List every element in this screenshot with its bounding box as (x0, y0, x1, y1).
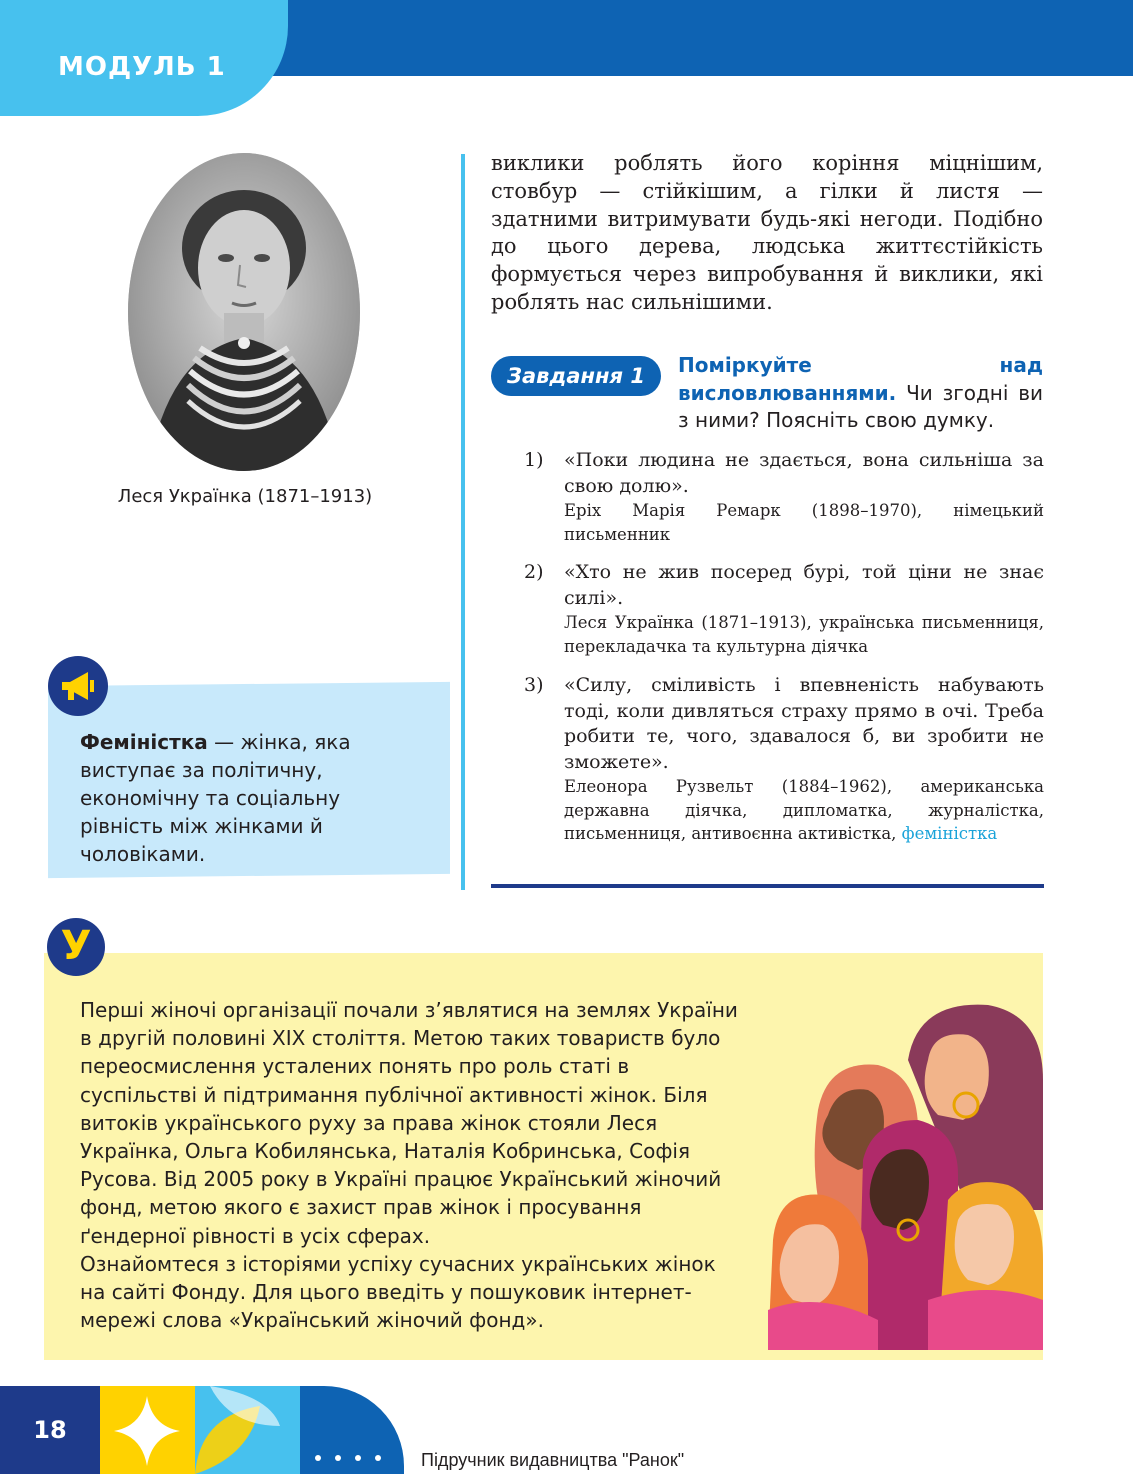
module-title: МОДУЛЬ 1 (58, 52, 226, 82)
quote-number: 2) (524, 561, 544, 583)
quote-item (524, 560, 1044, 658)
task-highlight: Поміркуйте над висловлюваннями. (678, 353, 1043, 405)
glossary-term-link: феміністка (901, 824, 998, 843)
task-text: Чи згодні ви з ними? Поясніть свою думку. (678, 380, 1043, 432)
info-paragraph: Ознайомтеся з історіями успіху сучасних українських жінок на сайті Фонду. Для цього введіть у пошуковик інтернет-мережі слова «Український жіночий фонд». (80, 1251, 716, 1333)
quote-source: Еріх Марія Ремарк (1898–1970), німецький письменник (564, 501, 1044, 544)
quote-number: 1) (524, 449, 544, 471)
publisher-credit: Підручник видавництва "Ранок" (421, 1450, 685, 1470)
info-text (80, 996, 738, 1334)
quote-text: «Хто не жив посеред бурі, той ціни не знає силі». (564, 561, 1044, 609)
quote-source (564, 775, 1044, 846)
task-instruction (678, 352, 1043, 435)
megaphone-icon (48, 656, 108, 716)
task-badge: Завдання 1 (491, 356, 661, 396)
definition-body: — жінка, яка виступає за політичну, економічну та соціальну рівність між жінками й чоловіками. (80, 730, 351, 866)
footer-decoration (100, 1386, 404, 1474)
definition-term: Феміністка (80, 730, 208, 754)
quote-text: «Поки людина не здається, вона сильніша за свою долю». (564, 449, 1044, 497)
quote-number: 3) (524, 674, 544, 696)
info-paragraph: Перші жіночі організації почали з’являтися на землях України в другій половині XIX століття. Метою таких товариств було переосмислення усталених понять про роль статі в суспільстві й підтримання публічної активності жінок. Біля витоків українського руху за права жінок стояли Леся Українка, Ольга Кобилянська, Наталія Кобринська, Софія Русова. Від 2005 року в Україні працює Український жіночий фонд, метою якого є захист прав жінок і просування ґендерної рівності в усіх сферах. (80, 998, 738, 1248)
definition-text (80, 728, 400, 868)
column-divider (461, 154, 465, 890)
info-badge: У (47, 918, 105, 976)
portrait-photo (128, 153, 360, 471)
star-icon (114, 1396, 180, 1466)
women-illustration (768, 1000, 1043, 1350)
section-rule (491, 884, 1044, 888)
quote-source-text: Елеонора Рузвельт (1884–1962), американська державна діячка, дипломатка, журналістка, письменниця, антивоєнна активістка, (564, 777, 1044, 843)
quote-item (524, 448, 1044, 546)
quote-item (524, 673, 1044, 846)
page-number: 18 (33, 1416, 67, 1444)
portrait-caption: Леся Українка (1871–1913) (117, 486, 373, 507)
intro-paragraph: виклики роблять його коріння міцнішим, стовбур — стійкішим, а гілки й листя — здатними витримувати будь-які негоди. Подібно до цього дерева, людська життєстійкість формується через випробування й виклики, які роблять нас сильнішими. (491, 151, 1043, 314)
quote-text: «Силу, сміливість і впевненість набувають тоді, коли дивляться страху прямо в очі. Треба робити те, чого, здавалося б, ви зробити не зможете». (564, 674, 1044, 773)
quote-source: Леся Українка (1871–1913), українська письменниця, перекладачка та культурна діячка (564, 613, 1044, 656)
